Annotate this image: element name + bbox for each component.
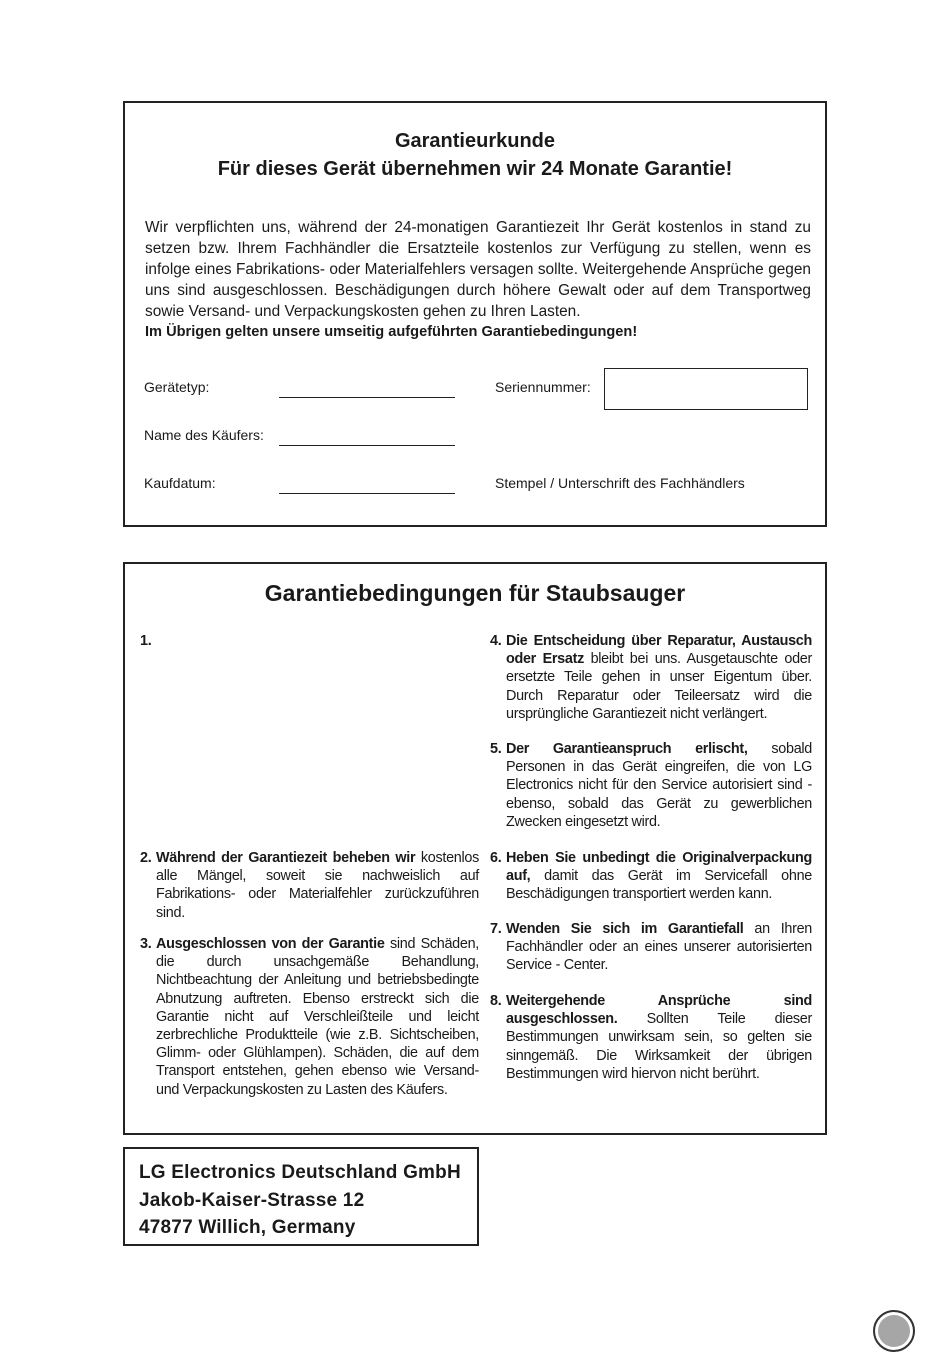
buyer-name-label: Name des Käufers: <box>144 427 264 443</box>
condition-bold: Die Entscheidung über Reparatur, Austausch oder Ersatz <box>506 633 812 668</box>
condition-text: sind Schäden, die durch unsachgemäße Behandlung, Nichtbeachtung der Anleitung und betriebsbedingte Abnutzung auftreten. Ebenso erstreckt sich die Garantie nicht auf Verschleißteile und leicht zerbrechliche Produktteile (wie z.B. Sichtscheiben, Glimm- oder Glühlampen). Schäden, die auf dem Transport entstehen, gehen ebenso wie Versand- und Verpackungskosten zu Lasten des Käufers. <box>156 936 479 1098</box>
device-type-label: Gerätetyp: <box>144 379 210 395</box>
condition-bold: Weitergehende Ansprüche sind ausgeschlossen. <box>506 993 812 1028</box>
condition-item-5 <box>490 740 812 831</box>
certificate-title: Garantieurkunde <box>394 130 556 152</box>
page-marker-icon <box>873 1310 915 1352</box>
condition-bold: Der Garantieanspruch erlischt, <box>506 741 748 757</box>
serial-number-box <box>604 368 808 410</box>
condition-bold: Ausgeschlossen von der Garantie <box>156 936 385 952</box>
condition-item-6 <box>490 849 812 904</box>
condition-item-2 <box>140 849 479 922</box>
condition-item-4 <box>490 632 813 723</box>
address-city: 47877 Willich, Germany <box>139 1217 356 1238</box>
conditions-title: Garantiebedingungen für Staubsauger <box>264 580 686 606</box>
warranty-conditions <box>123 562 827 1135</box>
condition-text: an Ihren Fachhändler oder an eines unserer autorisierten Service - Center. <box>506 921 812 974</box>
warranty-certificate <box>123 101 827 527</box>
condition-number: 6. <box>490 850 502 866</box>
condition-item-3 <box>140 935 479 1099</box>
condition-text: sobald Personen in das Gerät eingreifen, die von LG Electronics nicht für den Service autorisiert sind - ebenso, sobald das Gerät zu gewerblichen Zwecken eingesetzt wird. <box>506 741 812 830</box>
condition-text: Sollten Teile dieser Bestimmungen unwirksam sein, so gelten sie sinngemäß. Die Wirksamkeit der übrigen Bestimmungen wird hiervon nicht berührt. <box>506 1011 812 1082</box>
stamp-label: Stempel / Unterschrift des Fachhändlers <box>495 475 745 491</box>
condition-number: 4. <box>490 633 502 649</box>
condition-text: damit das Gerät im Servicefall ohne Beschädigungen transportiert werden kann. <box>506 868 812 903</box>
certificate-bold-note: Im Übrigen gelten unsere umseitig aufgeführten Garantiebedingungen! <box>145 324 638 340</box>
address-company: LG Electronics Deutschland GmbH <box>139 1162 461 1183</box>
company-address <box>123 1147 479 1246</box>
serial-number-label: Seriennummer: <box>495 379 591 395</box>
condition-number: 5. <box>490 741 502 757</box>
device-type-line <box>279 397 455 398</box>
condition-number: 3. <box>140 936 152 952</box>
condition-bold: Während der Garantiezeit beheben wir <box>156 850 416 866</box>
condition-item-8 <box>490 992 812 1083</box>
condition-bold: Wenden Sie sich im Garantiefall <box>506 921 744 937</box>
address-street: Jakob-Kaiser-Strasse 12 <box>139 1189 365 1211</box>
certificate-body-text: Wir verpflichten uns, während der 24-monatigen Garantiezeit Ihr Gerät kostenlos in stand zu setzen bzw. Ihrem Fachhändler die Ersatzteile kostenlos zur Verfügung zu stellen, wenn es infolge eines Fabrikations- oder Materialfehlers versagen sollte. Weitergehende Ansprüche gegen uns sind ausgeschlossen. Beschädigungen durch höhere Gewalt oder auf dem Transportweg sowie Versand- und Verpackungskosten gehen zu Ihren Lasten. <box>145 219 811 320</box>
condition-bold: Heben Sie unbedingt die Originalverpackung auf, <box>506 850 812 885</box>
buyer-name-line <box>279 445 455 446</box>
condition-number: 8. <box>490 993 502 1009</box>
condition-number: 1. <box>140 633 152 649</box>
condition-number: 7. <box>490 921 502 937</box>
certificate-body <box>145 217 811 343</box>
condition-item-7 <box>490 920 812 975</box>
certificate-subtitle: Für dieses Gerät übernehmen wir 24 Monate Garantie! <box>217 158 733 180</box>
condition-number: 2. <box>140 850 152 866</box>
purchase-date-label: Kaufdatum: <box>144 475 216 491</box>
condition-text: bleibt bei uns. Ausgetauschte oder ersetzte Teile gehen in unser Eigentum über. Durch Reparatur oder Teileersatz wird die ursprüngliche Garantiezeit nicht verlängert. <box>506 651 813 722</box>
condition-text: kostenlos alle Mängel, soweit sie nachweislich auf Fabrikations- oder Materialfehler zurückzuführen sind. <box>156 850 479 921</box>
purchase-date-line <box>279 493 455 494</box>
